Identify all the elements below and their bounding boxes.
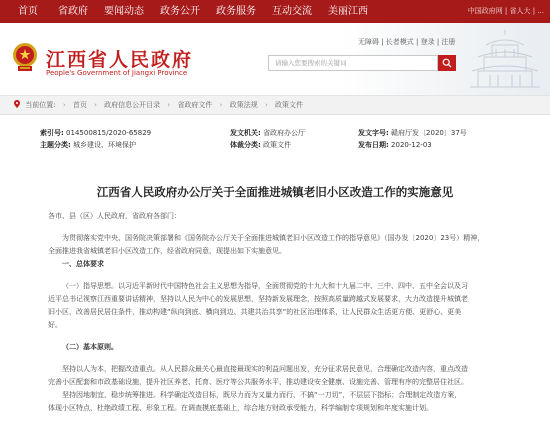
section-heading: 一、总体要求 bbox=[62, 260, 104, 268]
nav-interaction[interactable]: 互动交流 bbox=[272, 6, 312, 17]
breadcrumb-separator: › bbox=[94, 101, 97, 109]
index-label: 索引号: bbox=[40, 129, 64, 137]
body-paragraph: （一）指导思想。以习近平新时代中国特色社会主义思想为指导，全面贯彻党的十九大和十九届二中、三中、四中、五中全会以及习 bbox=[62, 282, 468, 290]
metadata-row bbox=[40, 128, 510, 140]
site-subtitle: People's Government of Jiangxi Province bbox=[46, 69, 188, 77]
issuer-label: 发文机关: bbox=[230, 129, 261, 137]
search-button[interactable] bbox=[438, 55, 456, 71]
body-paragraph: 体现小区特点，杜绝政绩工程、形象工程。在调查摸底基础上，综合地方财政承受能力，科学编制专项规划和年度实施计划。 bbox=[48, 404, 433, 412]
topic-label: 主题分类: bbox=[40, 141, 71, 149]
issuing-authority bbox=[230, 128, 305, 138]
topic-category bbox=[40, 140, 136, 150]
search-input[interactable]: 请输入您要搜索的关键词 bbox=[268, 55, 438, 71]
tengwang-pavilion-illustration bbox=[462, 27, 548, 93]
body-paragraph: 旧小区，改善居民居住条件，推动构建“纵向到底、横向到边、共建共治共享”的社区治理体系，让人民群众生活更方便、更舒心、更美 bbox=[48, 308, 462, 316]
body-paragraph: 近平总书记视察江西重要讲话精神，坚持以人民为中心的发展思想，坚持新发展理念，按照高质量跨越式发展要求，大力改造提升城镇老 bbox=[48, 295, 468, 303]
document-title: 江西省人民政府办公厅关于全面推进城镇老旧小区改造工作的实施意见 bbox=[96, 185, 454, 199]
breadcrumb-separator: › bbox=[219, 101, 223, 109]
body-paragraph: 坚持因地制宜，稳步统筹推进。科学确定改造目标，既尽力而为又量力而行，不搞“一刀切”，不层层下指标；合理制定改造方案， bbox=[62, 391, 462, 399]
site-title: 江西省人民政府 bbox=[46, 49, 194, 71]
breadcrumb-home[interactable]: 首页 bbox=[72, 101, 87, 109]
breadcrumb-provincial-documents[interactable]: 省政府文件 bbox=[177, 101, 213, 109]
docno-value: 赣府厅发〔2020〕37号 bbox=[391, 129, 467, 137]
type-label: 体裁分类: bbox=[230, 141, 261, 149]
nav-beautiful-jiangxi[interactable]: 美丽江西 bbox=[328, 6, 368, 17]
breadcrumb-separator: › bbox=[62, 101, 66, 109]
issuer-value: 省政府办公厅 bbox=[263, 129, 306, 137]
breadcrumb-bar bbox=[0, 96, 550, 115]
breadcrumb-policies[interactable]: 政策法规 bbox=[229, 101, 258, 109]
location-pin-icon bbox=[14, 100, 20, 108]
genre-category bbox=[230, 140, 291, 150]
nav-government-services[interactable]: 政务服务 bbox=[216, 6, 256, 17]
utility-links[interactable]: 无障碍 | 长者模式 | 登录 | 注册 bbox=[358, 38, 456, 46]
nav-provincial-government[interactable]: 省政府 bbox=[58, 6, 88, 17]
body-paragraph: 为贯彻落实党中央、国务院决策部署和《国务院办公厅关于全面推进城镇老旧小区改造工作的指导意见》（国办发〔2020〕23号）精神， bbox=[62, 234, 485, 242]
salutation: 各市、县（区）人民政府，省政府各部门： bbox=[48, 212, 181, 220]
top-links[interactable]: 中国政府网 | 省人大 | ... bbox=[467, 7, 544, 15]
section-heading: （二）基本原则。 bbox=[62, 343, 118, 351]
type-value: 政策文件 bbox=[263, 141, 292, 149]
body-paragraph: 坚持以人为本，把握改造重点。从人民群众最关心最直接最现实的利益问题出发，充分征求居民意见，合理确定改造内容，重点改造 bbox=[62, 365, 468, 373]
top-nav-bar bbox=[0, 0, 550, 23]
document-metadata bbox=[40, 128, 510, 152]
index-number bbox=[40, 128, 151, 138]
document-number bbox=[358, 128, 467, 138]
nav-news[interactable]: 要闻动态 bbox=[104, 6, 144, 17]
index-value: 014500815/2020-65829 bbox=[66, 129, 152, 137]
breadcrumb-separator: › bbox=[264, 101, 268, 109]
main-nav bbox=[0, 0, 376, 23]
body-paragraph: 好。 bbox=[48, 321, 62, 329]
body-paragraph: 全面推进我省城镇老旧小区改造工作，经省政府同意，现提出如下实施意见。 bbox=[48, 247, 286, 255]
search-icon bbox=[442, 58, 452, 68]
site-header bbox=[0, 23, 550, 96]
docno-label: 发文字号: bbox=[358, 129, 389, 137]
breadcrumb bbox=[14, 96, 303, 114]
nav-government-affairs-disclosure[interactable]: 政务公开 bbox=[160, 6, 200, 17]
breadcrumb-label: 当前位置: bbox=[25, 101, 56, 109]
breadcrumb-policy-documents[interactable]: 政策文件 bbox=[275, 101, 303, 109]
body-paragraph: 完善小区配套和市政基础设施，提升社区养老、托育、医疗等公共服务水平，推动建设安全健康、设施完善、管理有序的完整居住社区。 bbox=[48, 378, 468, 386]
national-emblem-icon bbox=[10, 41, 40, 73]
publish-date bbox=[358, 140, 432, 150]
date-value: 2020-12-03 bbox=[391, 141, 432, 149]
metadata-row bbox=[40, 140, 510, 152]
date-label: 发布日期: bbox=[358, 141, 389, 149]
breadcrumb-info-directory[interactable]: 政府信息公开目录 bbox=[104, 101, 161, 109]
topic-value: 城乡建设、环境保护 bbox=[73, 141, 137, 149]
nav-home[interactable]: 首页 bbox=[18, 6, 38, 17]
breadcrumb-separator: › bbox=[167, 101, 171, 109]
document-body bbox=[48, 210, 504, 415]
